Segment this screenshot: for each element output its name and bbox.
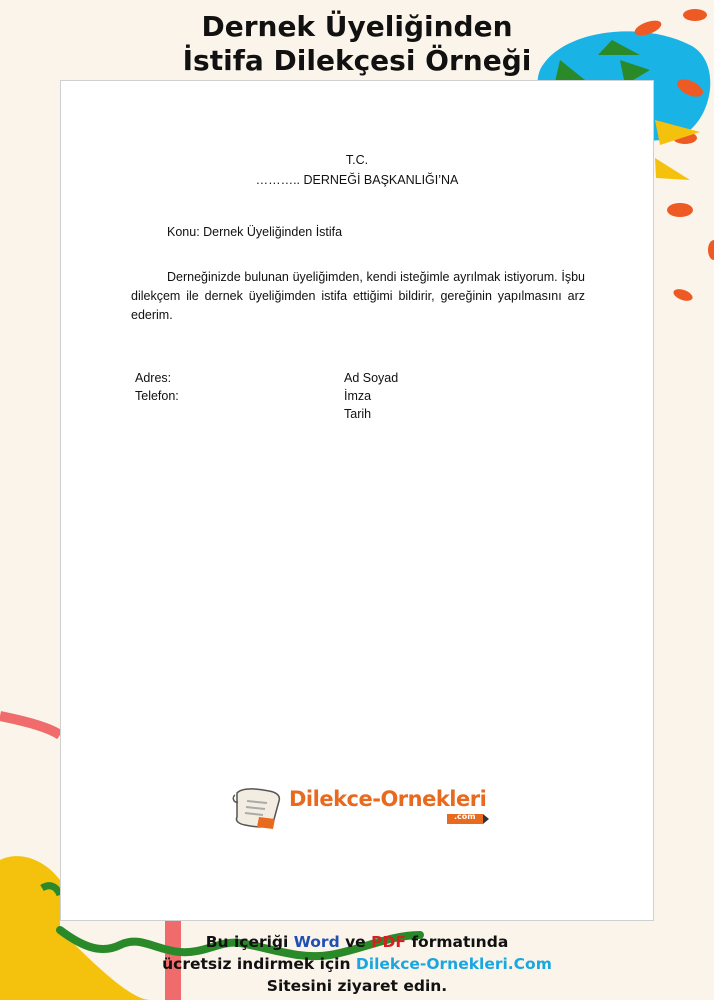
document-recipient: ……….. DERNEĞİ BAŞKANLIĞI’NA [255,173,459,187]
page-title-line-2: İstifa Dilekçesi Örneği [182,44,532,77]
page-title-line-1: Dernek Üyeliğinden [201,10,513,43]
footer-text: formatında [405,933,509,951]
address-label: Adres: [135,371,172,385]
logo-text: Dilekce-Ornekleri [289,787,487,811]
phone-label: Telefon: [135,389,179,403]
footer-text: ücretsiz indirmek için [162,955,356,973]
site-logo [229,783,494,833]
word-format-text: Word [293,933,340,951]
document-subject: Konu: Dernek Üyeliğinden İstifa [167,225,343,239]
name-label: Ad Soyad [344,371,399,385]
signature-label: İmza [344,389,372,403]
footer-text: ve [339,933,372,951]
footer-line-3: Sitesini ziyaret edin. [266,977,448,995]
footer-text: Bu içeriği [205,933,294,951]
document-tc: T.C. [345,153,369,167]
document-body: Derneğinizde bulunan üyeliğimden, kendi isteğimle ayrılmak istiyorum. İşbu dilekçem ile dernek üyeliğimden istifa ettiğimi bildirir, gereğinin yapılmasını arz ederim. [131,270,585,322]
logo-suffix: .com [454,812,476,821]
site-link[interactable]: Dilekce-Ornekleri.Com [355,955,552,973]
date-label: Tarih [344,407,372,421]
footer-line-2 [0,955,714,973]
pdf-format-text: PDF [371,933,406,951]
footer-line-1 [0,933,714,951]
petition-document [60,80,654,921]
scroll-icon [229,783,289,833]
